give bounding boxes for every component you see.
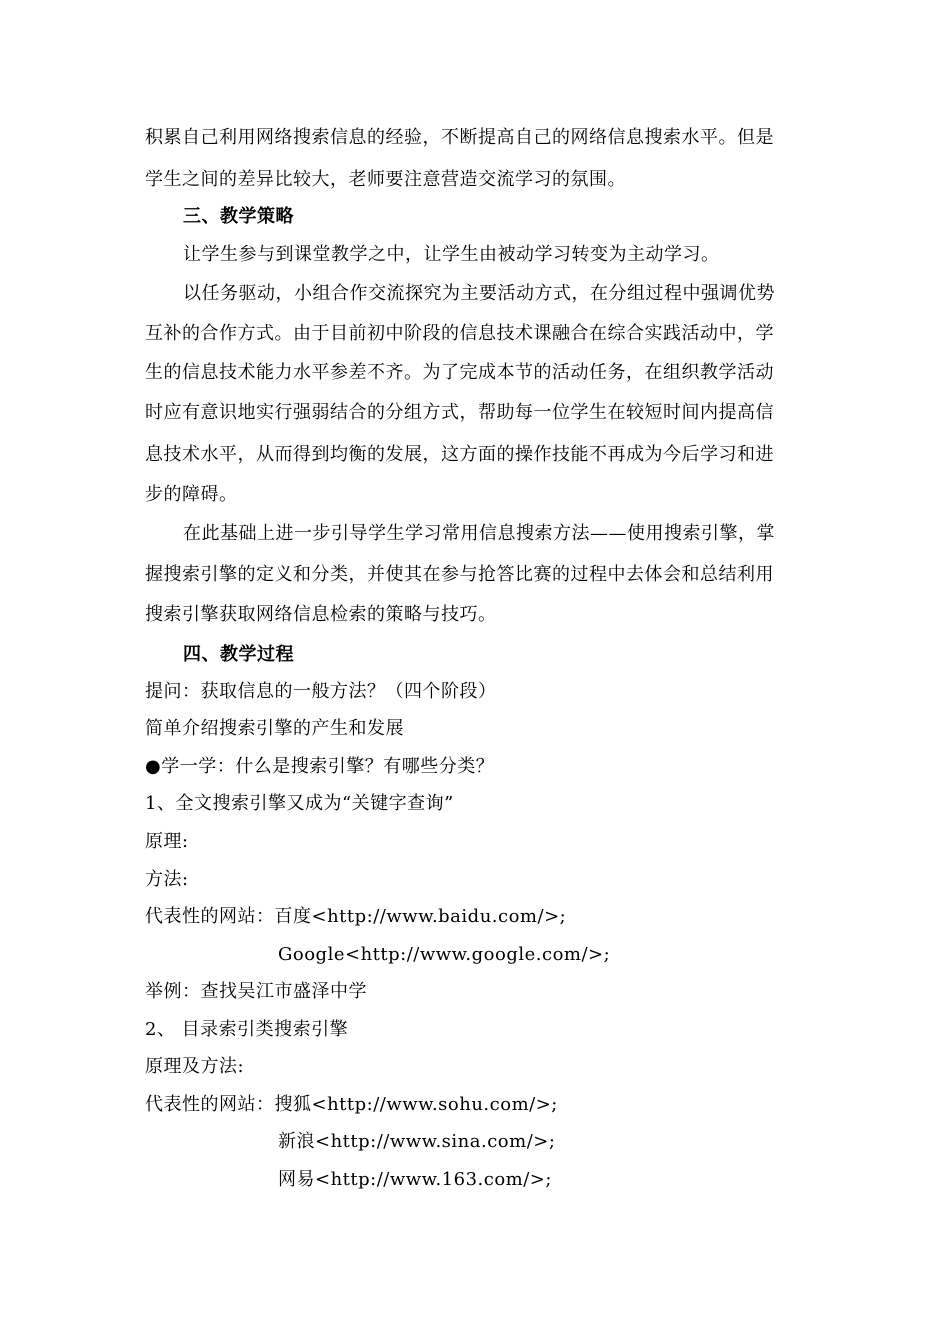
strategy-p3-line: 搜索引擎获取网络信息检索的策略与技巧。	[145, 604, 497, 625]
strategy-p2-line: 生的信息技术能力水平参差不齐。为了完成本节的活动任务，在组织教学活动	[145, 362, 774, 383]
section-heading-process: 四、教学过程	[183, 644, 294, 665]
strategy-paragraph-1: 让学生参与到课堂教学之中，让学生由被动学习转变为主动学习。	[183, 244, 720, 265]
process-line: ●学一学：什么是搜索引擎？有哪些分类？	[145, 756, 495, 777]
intro-line-2: 学生之间的差异比较大，老师要注意营造交流学习的氛围。	[145, 169, 626, 190]
process-line: 简单介绍搜索引擎的产生和发展	[145, 718, 404, 739]
process-line: 原理及方法:	[145, 1056, 245, 1077]
process-line: 提问：获取信息的一般方法？（四个阶段）	[145, 681, 497, 702]
process-line: 新浪<http://www.sina.com/>;	[278, 1131, 556, 1152]
process-line: 网易<http://www.163.com/>;	[278, 1169, 552, 1190]
strategy-p3-line: 在此基础上进一步引导学生学习常用信息搜索方法——使用搜索引擎，掌	[183, 523, 775, 544]
strategy-p2-line: 以任务驱动，小组合作交流探究为主要活动方式，在分组过程中强调优势	[183, 283, 775, 304]
strategy-p2-line: 息技术水平，从而得到均衡的发展，这方面的操作技能不再成为今后学习和进	[145, 444, 774, 465]
process-line: 2、 目录索引类搜索引擎	[145, 1019, 349, 1040]
process-line: 1、全文搜索引擎又成为“关键字查询”	[145, 793, 454, 814]
process-line: 代表性的网站：百度<http://www.baidu.com/>;	[145, 906, 567, 927]
process-line: 方法:	[145, 869, 189, 890]
process-line: 原理:	[145, 831, 189, 852]
section-heading-strategy: 三、教学策略	[183, 206, 294, 227]
strategy-p3-line: 握搜索引擎的定义和分类，并使其在参与抢答比赛的过程中去体会和总结利用	[145, 564, 774, 585]
process-line: 举例：查找吴江市盛泽中学	[145, 981, 367, 1002]
intro-line-1: 积累自己利用网络搜索信息的经验，不断提高自己的网络信息搜索水平。但是	[145, 127, 774, 148]
strategy-p2-line: 时应有意识地实行强弱结合的分组方式，帮助每一位学生在较短时间内提高信	[145, 402, 774, 423]
strategy-p2-line: 互补的合作方式。由于目前初中阶段的信息技术课融合在综合实践活动中，学	[145, 323, 774, 344]
strategy-p2-line: 步的障碍。	[145, 484, 238, 505]
process-line: Google<http://www.google.com/>;	[278, 944, 611, 965]
process-line: 代表性的网站：搜狐<http://www.sohu.com/>;	[145, 1094, 558, 1115]
